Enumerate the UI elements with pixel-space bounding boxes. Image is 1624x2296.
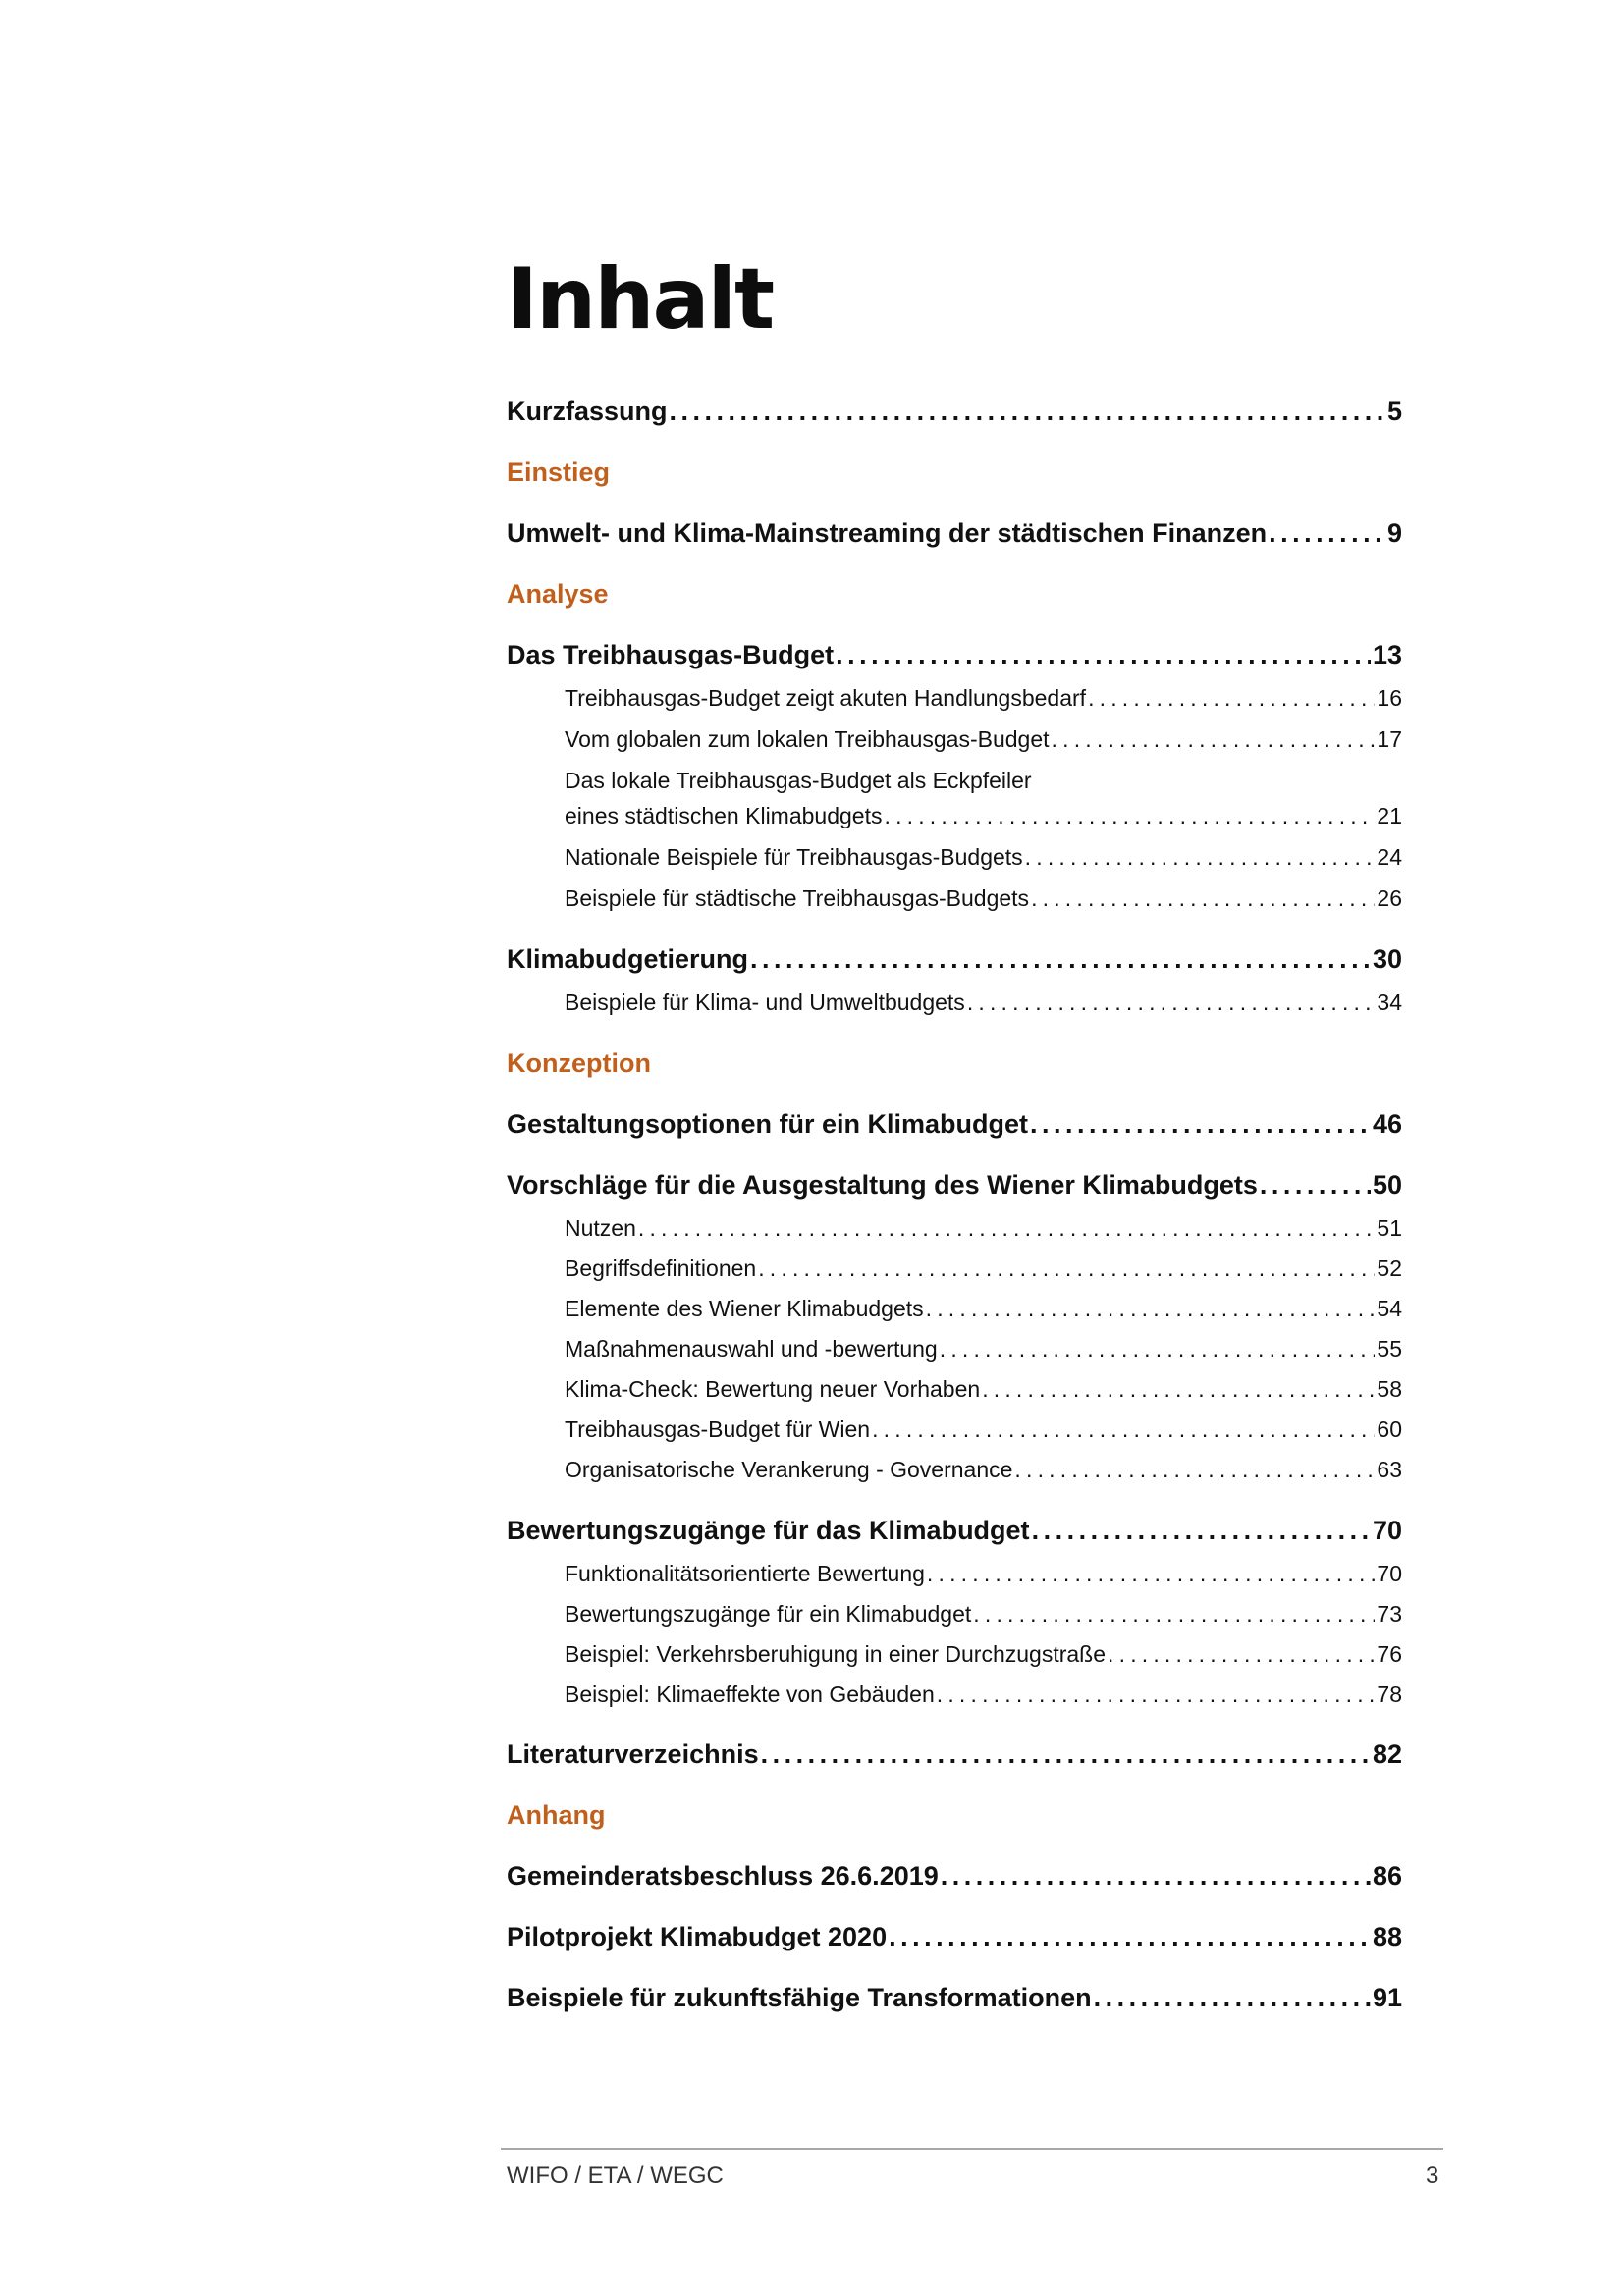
toc-entry-label: Gemeinderatsbeschluss 26.6.2019 xyxy=(507,1861,939,1891)
toc-entry-klimabudgetierung[interactable] xyxy=(507,944,1402,975)
dot-leader xyxy=(1031,885,1375,912)
toc-page-number: 46 xyxy=(1372,1109,1402,1139)
toc-subentry-label: Nationale Beispiele für Treibhausgas-Budgets xyxy=(565,844,1023,870)
toc-subentry-label: Begriffsdefinitionen xyxy=(565,1255,757,1281)
toc-entry-gestaltungsoptionen[interactable] xyxy=(507,1109,1402,1140)
dot-leader xyxy=(967,989,1376,1016)
toc-entry-pilotprojekt[interactable] xyxy=(507,1922,1402,1952)
section-heading-analyse: Analyse xyxy=(507,579,609,609)
toc-subentry[interactable] xyxy=(565,1255,1402,1282)
toc-subentry-label: Nutzen xyxy=(565,1215,636,1241)
toc-entry-label: Umwelt- und Klima-Mainstreaming der städtischen Finanzen xyxy=(507,518,1268,548)
footer-divider xyxy=(501,2148,1443,2150)
toc-page-number: 9 xyxy=(1386,518,1402,548)
toc-entry-literaturverzeichnis[interactable] xyxy=(507,1739,1402,1770)
section-heading-anhang: Anhang xyxy=(507,1800,606,1830)
footer-page-number: 3 xyxy=(1426,2163,1439,2189)
toc-subentry[interactable] xyxy=(565,844,1402,871)
toc-subentry[interactable] xyxy=(565,1376,1402,1403)
toc-subentry-label: Beispiele für Klima- und Umweltbudgets xyxy=(565,989,965,1015)
toc-page-number: 70 xyxy=(1372,1516,1402,1545)
dot-leader xyxy=(1052,726,1376,753)
toc-subentry-label: Funktionalitätsorientierte Bewertung xyxy=(565,1561,925,1586)
dot-leader xyxy=(926,1296,1376,1322)
dot-leader xyxy=(1030,1109,1371,1140)
toc-subentry-label: Beispiel: Verkehrsberuhigung in einer Durchzugstraße xyxy=(565,1641,1107,1667)
toc-subentry[interactable] xyxy=(565,885,1402,912)
toc-subentry-label: Treibhausgas-Budget für Wien xyxy=(565,1416,871,1442)
toc-subentry-label: Beispiel: Klimaeffekte von Gebäuden xyxy=(565,1682,935,1707)
toc-page-number: 17 xyxy=(1377,726,1402,752)
toc-subentry[interactable] xyxy=(565,1296,1402,1322)
toc-entry-kurzfassung[interactable] xyxy=(507,397,1402,427)
toc-page-number: 88 xyxy=(1372,1922,1402,1951)
toc-subentry-label: Vom globalen zum lokalen Treibhausgas-Budget xyxy=(565,726,1050,752)
toc-page-number: 78 xyxy=(1377,1682,1402,1707)
toc-subentry-label: eines städtischen Klimabudgets xyxy=(565,803,883,828)
dot-leader xyxy=(1088,685,1375,712)
toc-page-number: 70 xyxy=(1377,1561,1402,1586)
toc-entry-label: Vorschläge für die Ausgestaltung des Wiener Klimabudgets xyxy=(507,1170,1258,1200)
toc-subentry-label: Klima-Check: Bewertung neuer Vorhaben xyxy=(565,1376,981,1402)
section-heading-einstieg: Einstieg xyxy=(507,457,611,487)
toc-subentry-label: Organisatorische Verankerung - Governance xyxy=(565,1457,1013,1482)
dot-leader xyxy=(884,803,1375,829)
toc-subentry[interactable] xyxy=(565,1457,1402,1483)
toc-subentry[interactable] xyxy=(565,989,1402,1016)
toc-entry-label: Literaturverzeichnis xyxy=(507,1739,759,1769)
dot-leader xyxy=(1269,518,1385,549)
toc-page-number: 52 xyxy=(1377,1255,1402,1281)
dot-leader xyxy=(973,1601,1375,1628)
dot-leader xyxy=(937,1682,1376,1708)
dot-leader xyxy=(889,1922,1371,1952)
toc-page-number: 60 xyxy=(1377,1416,1402,1442)
dot-leader xyxy=(836,640,1371,670)
toc-subentry[interactable] xyxy=(565,1336,1402,1362)
dot-leader xyxy=(750,944,1371,975)
toc-entry-label: Klimabudgetierung xyxy=(507,944,749,974)
toc-subentry[interactable] xyxy=(565,1416,1402,1443)
toc-subentry-label: Elemente des Wiener Klimabudgets xyxy=(565,1296,924,1321)
toc-page-number: 34 xyxy=(1377,989,1402,1015)
footer-institutions: WIFO / ETA / WEGC xyxy=(507,2163,724,2189)
toc-page-number: 82 xyxy=(1372,1739,1402,1769)
dot-leader xyxy=(940,1336,1376,1362)
toc-subentry[interactable] xyxy=(565,1682,1402,1708)
toc-entry-label: Pilotprojekt Klimabudget 2020 xyxy=(507,1922,888,1951)
toc-entry-label: Beispiele für zukunftsfähige Transformationen xyxy=(507,1983,1092,2012)
dot-leader xyxy=(1094,1983,1371,2013)
toc-entry-mainstreaming[interactable] xyxy=(507,518,1402,549)
toc-subentry[interactable] xyxy=(565,1561,1402,1587)
toc-entry-gemeinderatsbeschluss[interactable] xyxy=(507,1861,1402,1892)
dot-leader xyxy=(1260,1170,1371,1201)
toc-subentry-label: Treibhausgas-Budget zeigt akuten Handlungsbedarf xyxy=(565,685,1087,711)
toc-entry-label: Gestaltungsoptionen für ein Klimabudget xyxy=(507,1109,1029,1139)
toc-entry-treibhausgas-budget[interactable] xyxy=(507,640,1402,670)
toc-page-number: 50 xyxy=(1372,1170,1402,1200)
dot-leader xyxy=(1014,1457,1375,1483)
toc-subentry[interactable] xyxy=(565,685,1402,712)
page-title: Inhalt xyxy=(507,250,774,348)
dot-leader xyxy=(941,1861,1371,1892)
toc-subentry[interactable] xyxy=(565,726,1402,753)
toc-subentry-label-line1: Das lokale Treibhausgas-Budget als Eckpfeiler xyxy=(565,768,1032,793)
toc-subentry[interactable] xyxy=(565,1601,1402,1628)
toc-entry-bewertungszugaenge[interactable] xyxy=(507,1516,1402,1546)
toc-page-number: 21 xyxy=(1377,803,1402,828)
dot-leader xyxy=(758,1255,1375,1282)
toc-subentry[interactable] xyxy=(565,803,1402,829)
dot-leader xyxy=(761,1739,1371,1770)
toc-page-number: 54 xyxy=(1377,1296,1402,1321)
toc-page-number: 30 xyxy=(1372,944,1402,974)
dot-leader xyxy=(982,1376,1375,1403)
toc-entry-label: Bewertungszugänge für das Klimabudget xyxy=(507,1516,1030,1545)
toc-page-number: 24 xyxy=(1377,844,1402,870)
toc-page-number: 91 xyxy=(1372,1983,1402,2012)
dot-leader xyxy=(1025,844,1376,871)
toc-subentry-label: Beispiele für städtische Treibhausgas-Budgets xyxy=(565,885,1030,911)
toc-subentry[interactable] xyxy=(565,1641,1402,1668)
toc-page-number: 55 xyxy=(1377,1336,1402,1362)
section-heading-konzeption: Konzeption xyxy=(507,1048,651,1078)
toc-subentry-label: Bewertungszugänge für ein Klimabudget xyxy=(565,1601,972,1627)
dot-leader xyxy=(927,1561,1375,1587)
toc-subentry[interactable] xyxy=(565,1215,1402,1242)
dot-leader xyxy=(1032,1516,1371,1546)
toc-page-number: 76 xyxy=(1377,1641,1402,1667)
dot-leader xyxy=(670,397,1385,427)
toc-entry-vorschlaege[interactable] xyxy=(507,1170,1402,1201)
toc-page-number: 5 xyxy=(1386,397,1402,426)
toc-page-number: 13 xyxy=(1372,640,1402,669)
toc-page-number: 86 xyxy=(1372,1861,1402,1891)
toc-page-number: 73 xyxy=(1377,1601,1402,1627)
dot-leader xyxy=(1108,1641,1375,1668)
toc-subentry-label: Maßnahmenauswahl und -bewertung xyxy=(565,1336,938,1362)
toc-page-number: 58 xyxy=(1377,1376,1402,1402)
toc-entry-label: Das Treibhausgas-Budget xyxy=(507,640,835,669)
toc-page-number: 63 xyxy=(1377,1457,1402,1482)
dot-leader xyxy=(638,1215,1376,1242)
toc-entry-transformationen[interactable] xyxy=(507,1983,1402,2013)
toc-page-number: 26 xyxy=(1377,885,1402,911)
dot-leader xyxy=(872,1416,1375,1443)
toc-page-number: 16 xyxy=(1377,685,1402,711)
toc-page-number: 51 xyxy=(1377,1215,1402,1241)
toc-entry-label: Kurzfassung xyxy=(507,397,668,426)
